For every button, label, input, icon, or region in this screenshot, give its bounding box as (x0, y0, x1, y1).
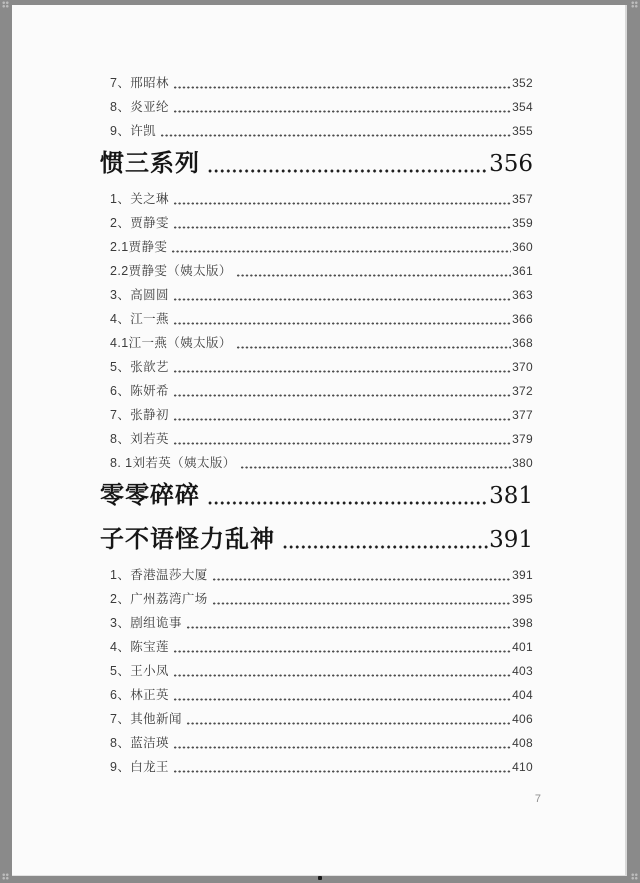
dot-leader (186, 626, 511, 629)
toc-entry-row (100, 731, 533, 755)
toc-entry-page: 379 (512, 432, 533, 446)
toc-entry-page: 380 (512, 456, 533, 470)
toc-entry-label: 8. 1刘若英（姨太版） (110, 456, 236, 470)
bottom-resize-handle[interactable] (318, 876, 322, 880)
dot-leader (173, 110, 511, 113)
toc-heading-row (100, 146, 533, 182)
dot-leader (240, 466, 511, 469)
toc-entry-row (100, 683, 533, 707)
dot-leader (173, 86, 511, 89)
toc-entry-label: 零零碎碎 (100, 482, 200, 509)
toc-entry-row (100, 119, 533, 143)
toc-entry-row (100, 283, 533, 307)
dot-leader (173, 226, 511, 229)
toc-entry-label: 7、其他新闻 (110, 712, 182, 726)
toc-entry-label: 4.1江一燕（姨太版） (110, 336, 232, 350)
toc-entry-row (100, 307, 533, 331)
toc-entry-label: 8、炎亚纶 (110, 100, 169, 114)
dot-leader (173, 770, 511, 773)
toc-entry-label: 7、张静初 (110, 408, 169, 422)
toc-entry-page: 354 (512, 100, 533, 114)
toc-entry-row (100, 563, 533, 587)
dot-leader (207, 169, 488, 173)
toc-entry-page: 406 (512, 712, 533, 726)
document-page (12, 5, 627, 876)
toc-entry-page: 372 (512, 384, 533, 398)
toc-heading-row (100, 522, 533, 558)
toc-entry-page: 391 (512, 568, 533, 582)
toc-entry-label: 2.2贾静雯（姨太版） (110, 264, 232, 278)
toc-entry-page: 360 (512, 240, 533, 254)
toc-entry-row (100, 755, 533, 779)
toc-entry-row (100, 587, 533, 611)
toc-entry-row (100, 95, 533, 119)
toc-entry-row (100, 611, 533, 635)
toc-entry-label: 3、高圆圆 (110, 288, 169, 302)
dot-leader (160, 134, 511, 137)
toc-entry-page: 404 (512, 688, 533, 702)
toc-entry-label: 9、许凯 (110, 124, 157, 138)
toc-entry-page: 357 (512, 192, 533, 206)
dot-leader (173, 394, 511, 397)
toc-entry-page: 352 (512, 76, 533, 90)
toc-entry-page: 395 (512, 592, 533, 606)
toc-entry-page: 408 (512, 736, 533, 750)
dot-leader (173, 650, 511, 653)
toc-entry-page: 377 (512, 408, 533, 422)
toc-entry-label: 6、陈妍希 (110, 384, 169, 398)
toc-entry-label: 4、陈宝莲 (110, 640, 169, 654)
toc-entry-row (100, 403, 533, 427)
toc-entry-row (100, 659, 533, 683)
toc-entry-label: 9、白龙王 (110, 760, 169, 774)
corner-handle-bottom-right (631, 873, 638, 880)
dot-leader (171, 250, 511, 253)
corner-handle-top-right (631, 1, 638, 8)
toc-entry-row (100, 451, 533, 475)
dot-leader (173, 370, 511, 373)
toc-entry-page: 359 (512, 216, 533, 230)
toc-entry-row (100, 355, 533, 379)
toc-entry-row (100, 379, 533, 403)
toc-entry-label: 5、张歆艺 (110, 360, 169, 374)
toc-entry-row (100, 187, 533, 211)
toc-entry-label: 2、贾静雯 (110, 216, 169, 230)
toc-entry-page: 403 (512, 664, 533, 678)
toc-entry-label: 惯三系列 (100, 150, 200, 177)
toc-entry-row (100, 71, 533, 95)
dot-leader (282, 545, 488, 549)
toc-entry-row (100, 707, 533, 731)
toc-entry-page: 366 (512, 312, 533, 326)
toc-entry-row (100, 427, 533, 451)
toc-entry-label: 4、江一燕 (110, 312, 169, 326)
toc-list (12, 5, 625, 779)
toc-entry-page: 370 (512, 360, 533, 374)
dot-leader (207, 501, 488, 505)
toc-entry-label: 8、刘若英 (110, 432, 169, 446)
dot-leader (173, 418, 511, 421)
dot-leader (173, 322, 511, 325)
toc-entry-page: 381 (489, 483, 533, 509)
dot-leader (173, 298, 511, 301)
toc-entry-label: 1、香港温莎大厦 (110, 568, 208, 582)
toc-entry-label: 6、林正英 (110, 688, 169, 702)
toc-entry-page: 401 (512, 640, 533, 654)
page-number: 7 (534, 793, 541, 805)
toc-entry-page: 361 (512, 264, 533, 278)
corner-handle-top-left (2, 1, 9, 8)
toc-entry-page: 398 (512, 616, 533, 630)
toc-entry-row (100, 331, 533, 355)
toc-heading-row (100, 478, 533, 514)
toc-entry-label: 5、王小凤 (110, 664, 169, 678)
toc-entry-label: 子不语怪力乱神 (100, 526, 275, 553)
toc-entry-label: 1、关之琳 (110, 192, 169, 206)
dot-leader (236, 346, 511, 349)
toc-entry-page: 391 (489, 527, 533, 553)
toc-entry-row (100, 211, 533, 235)
toc-entry-page: 356 (489, 151, 533, 177)
toc-entry-label: 2、广州荔湾广场 (110, 592, 208, 606)
toc-entry-label: 8、蓝洁瑛 (110, 736, 169, 750)
dot-leader (173, 202, 511, 205)
toc-entry-page: 368 (512, 336, 533, 350)
dot-leader (173, 674, 511, 677)
dot-leader (212, 602, 511, 605)
toc-entry-label: 2.1贾静雯 (110, 240, 168, 254)
toc-entry-page: 355 (512, 124, 533, 138)
toc-entry-label: 7、邢昭林 (110, 76, 169, 90)
toc-entry-page: 363 (512, 288, 533, 302)
toc-entry-label: 3、剧组诡事 (110, 616, 182, 630)
toc-entry-row (100, 259, 533, 283)
dot-leader (173, 698, 511, 701)
toc-entry-row (100, 235, 533, 259)
dot-leader (236, 274, 511, 277)
dot-leader (173, 442, 511, 445)
dot-leader (186, 722, 511, 725)
toc-entry-row (100, 635, 533, 659)
dot-leader (212, 578, 511, 581)
corner-handle-bottom-left (2, 873, 9, 880)
dot-leader (173, 746, 511, 749)
toc-entry-page: 410 (512, 760, 533, 774)
